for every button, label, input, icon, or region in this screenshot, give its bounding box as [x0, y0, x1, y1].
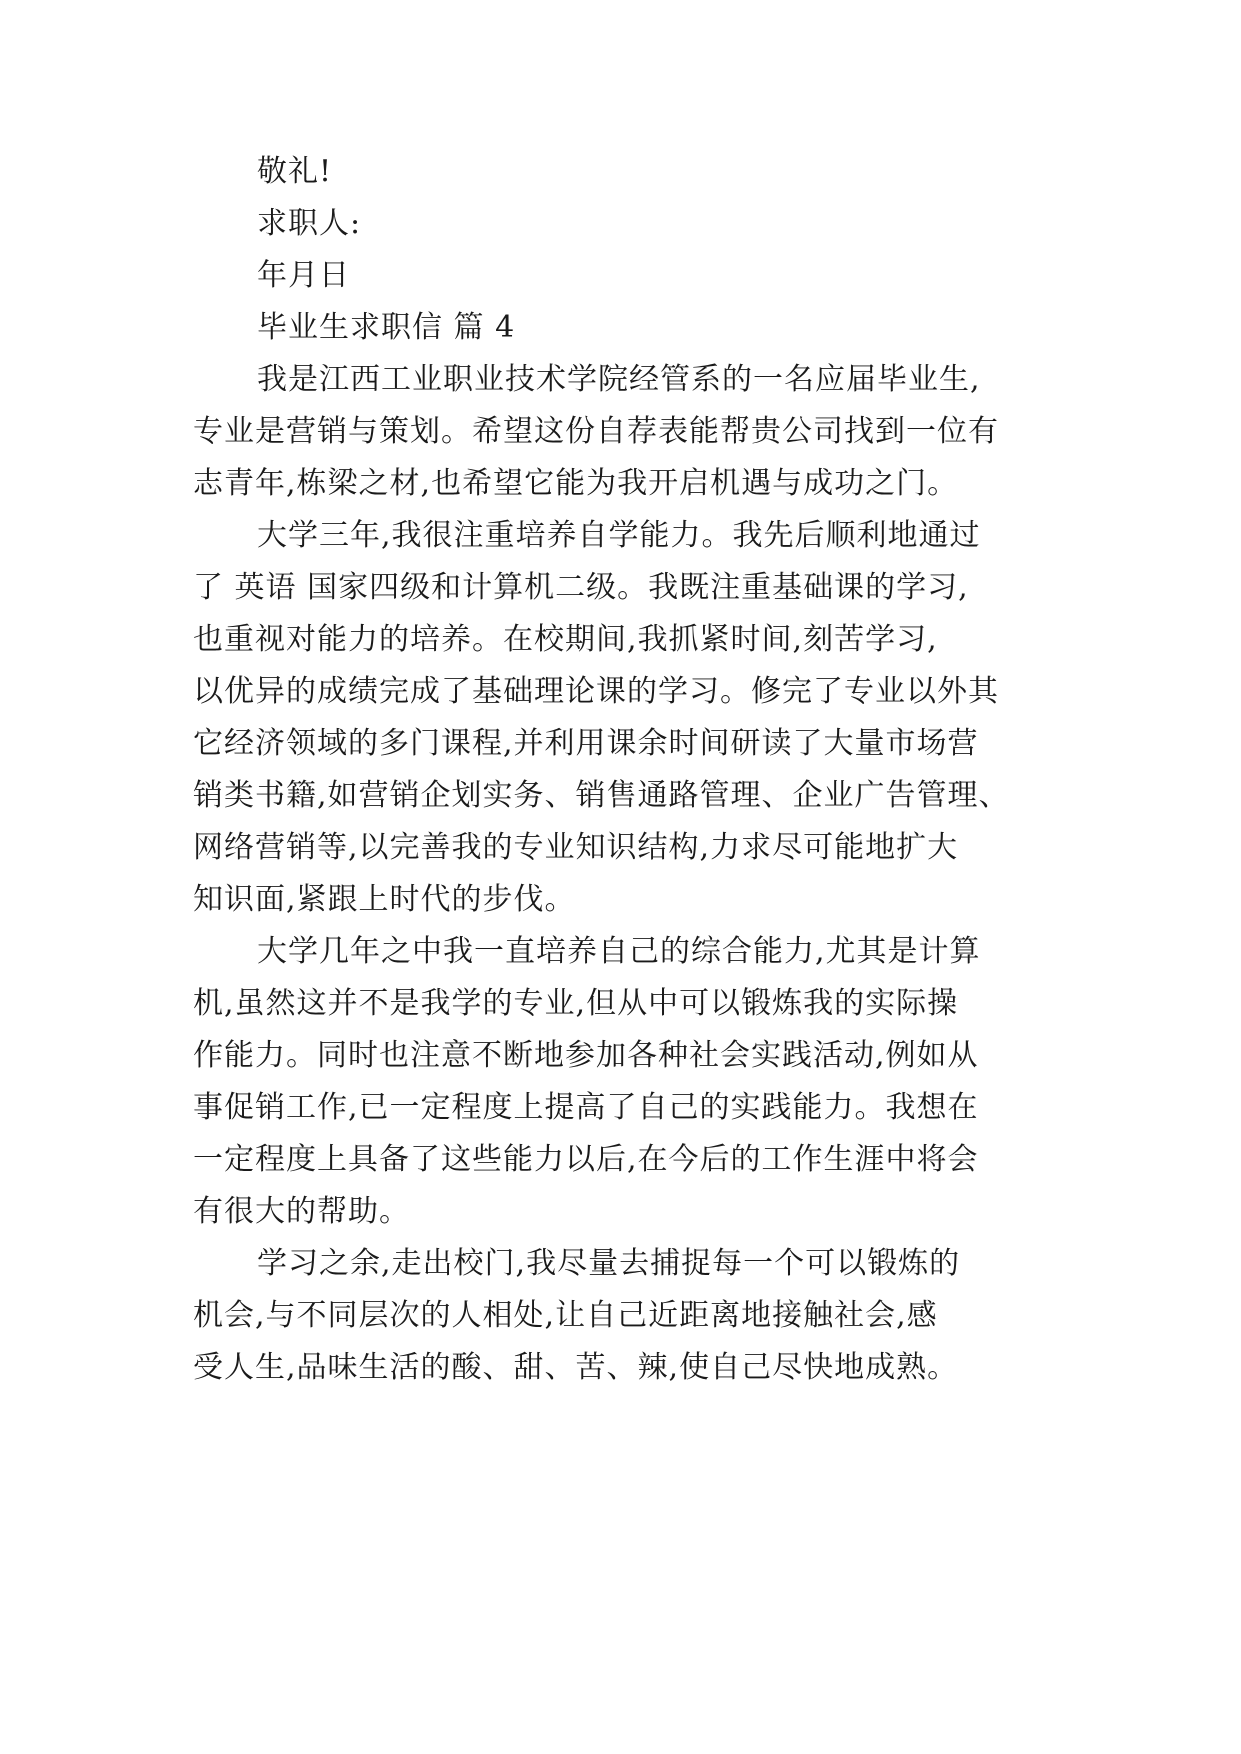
paragraph-line: 专业是营销与策划。希望这份自荐表能帮贵公司找到一位有 [193, 414, 999, 449]
section-title: 毕业生求职信 篇 4 [257, 310, 516, 345]
paragraph-line: 机,虽然这并不是我学的专业,但从中可以锻炼我的实际操 [193, 986, 959, 1021]
paragraph-line: 它经济领域的多门课程,并利用课余时间研读了大量市场营 [193, 726, 979, 761]
paragraph-line: 作能力。同时也注意不断地参加各种社会实践活动,例如从 [193, 1038, 979, 1073]
paragraph-line: 也重视对能力的培养。在校期间,我抓紧时间,刻苦学习, [193, 622, 938, 657]
paragraph-line: 了 英语 国家四级和计算机二级。我既注重基础课的学习, [193, 570, 969, 605]
paragraph-line: 事促销工作,已一定程度上提高了自己的实践能力。我想在 [193, 1090, 979, 1125]
paragraph-line: 学习之余,走出校门,我尽量去捕捉每一个可以锻炼的 [257, 1246, 961, 1281]
closing-applicant: 求职人: [257, 206, 362, 241]
paragraph-line: 大学几年之中我一直培养自己的综合能力,尤其是计算 [257, 934, 981, 969]
paragraph-line: 销类书籍,如营销企划实务、销售通路管理、企业广告管理、 [193, 778, 1010, 813]
paragraph-line: 受人生,品味生活的酸、甜、苦、辣,使自己尽快地成熟。 [193, 1350, 959, 1385]
closing-salute: 敬礼! [257, 154, 333, 189]
closing-date: 年月日 [257, 258, 350, 293]
paragraph-line: 一定程度上具备了这些能力以后,在今后的工作生涯中将会 [193, 1142, 979, 1177]
paragraph-line: 网络营销等,以完善我的专业知识结构,力求尽可能地扩大 [193, 830, 959, 865]
paragraph-line: 机会,与不同层次的人相处,让自己近距离地接触社会,感 [193, 1298, 938, 1333]
paragraph-line: 志青年,栋梁之材,也希望它能为我开启机遇与成功之门。 [193, 466, 959, 501]
paragraph-line: 以优异的成绩完成了基础理论课的学习。修完了专业以外其 [193, 674, 999, 709]
paragraph-line: 有很大的帮助。 [193, 1194, 410, 1229]
paragraph-line: 我是江西工业职业技术学院经管系的一名应届毕业生, [257, 362, 981, 397]
paragraph-line: 大学三年,我很注重培养自学能力。我先后顺利地通过 [257, 518, 981, 553]
paragraph-line: 知识面,紧跟上时代的步伐。 [193, 882, 576, 917]
